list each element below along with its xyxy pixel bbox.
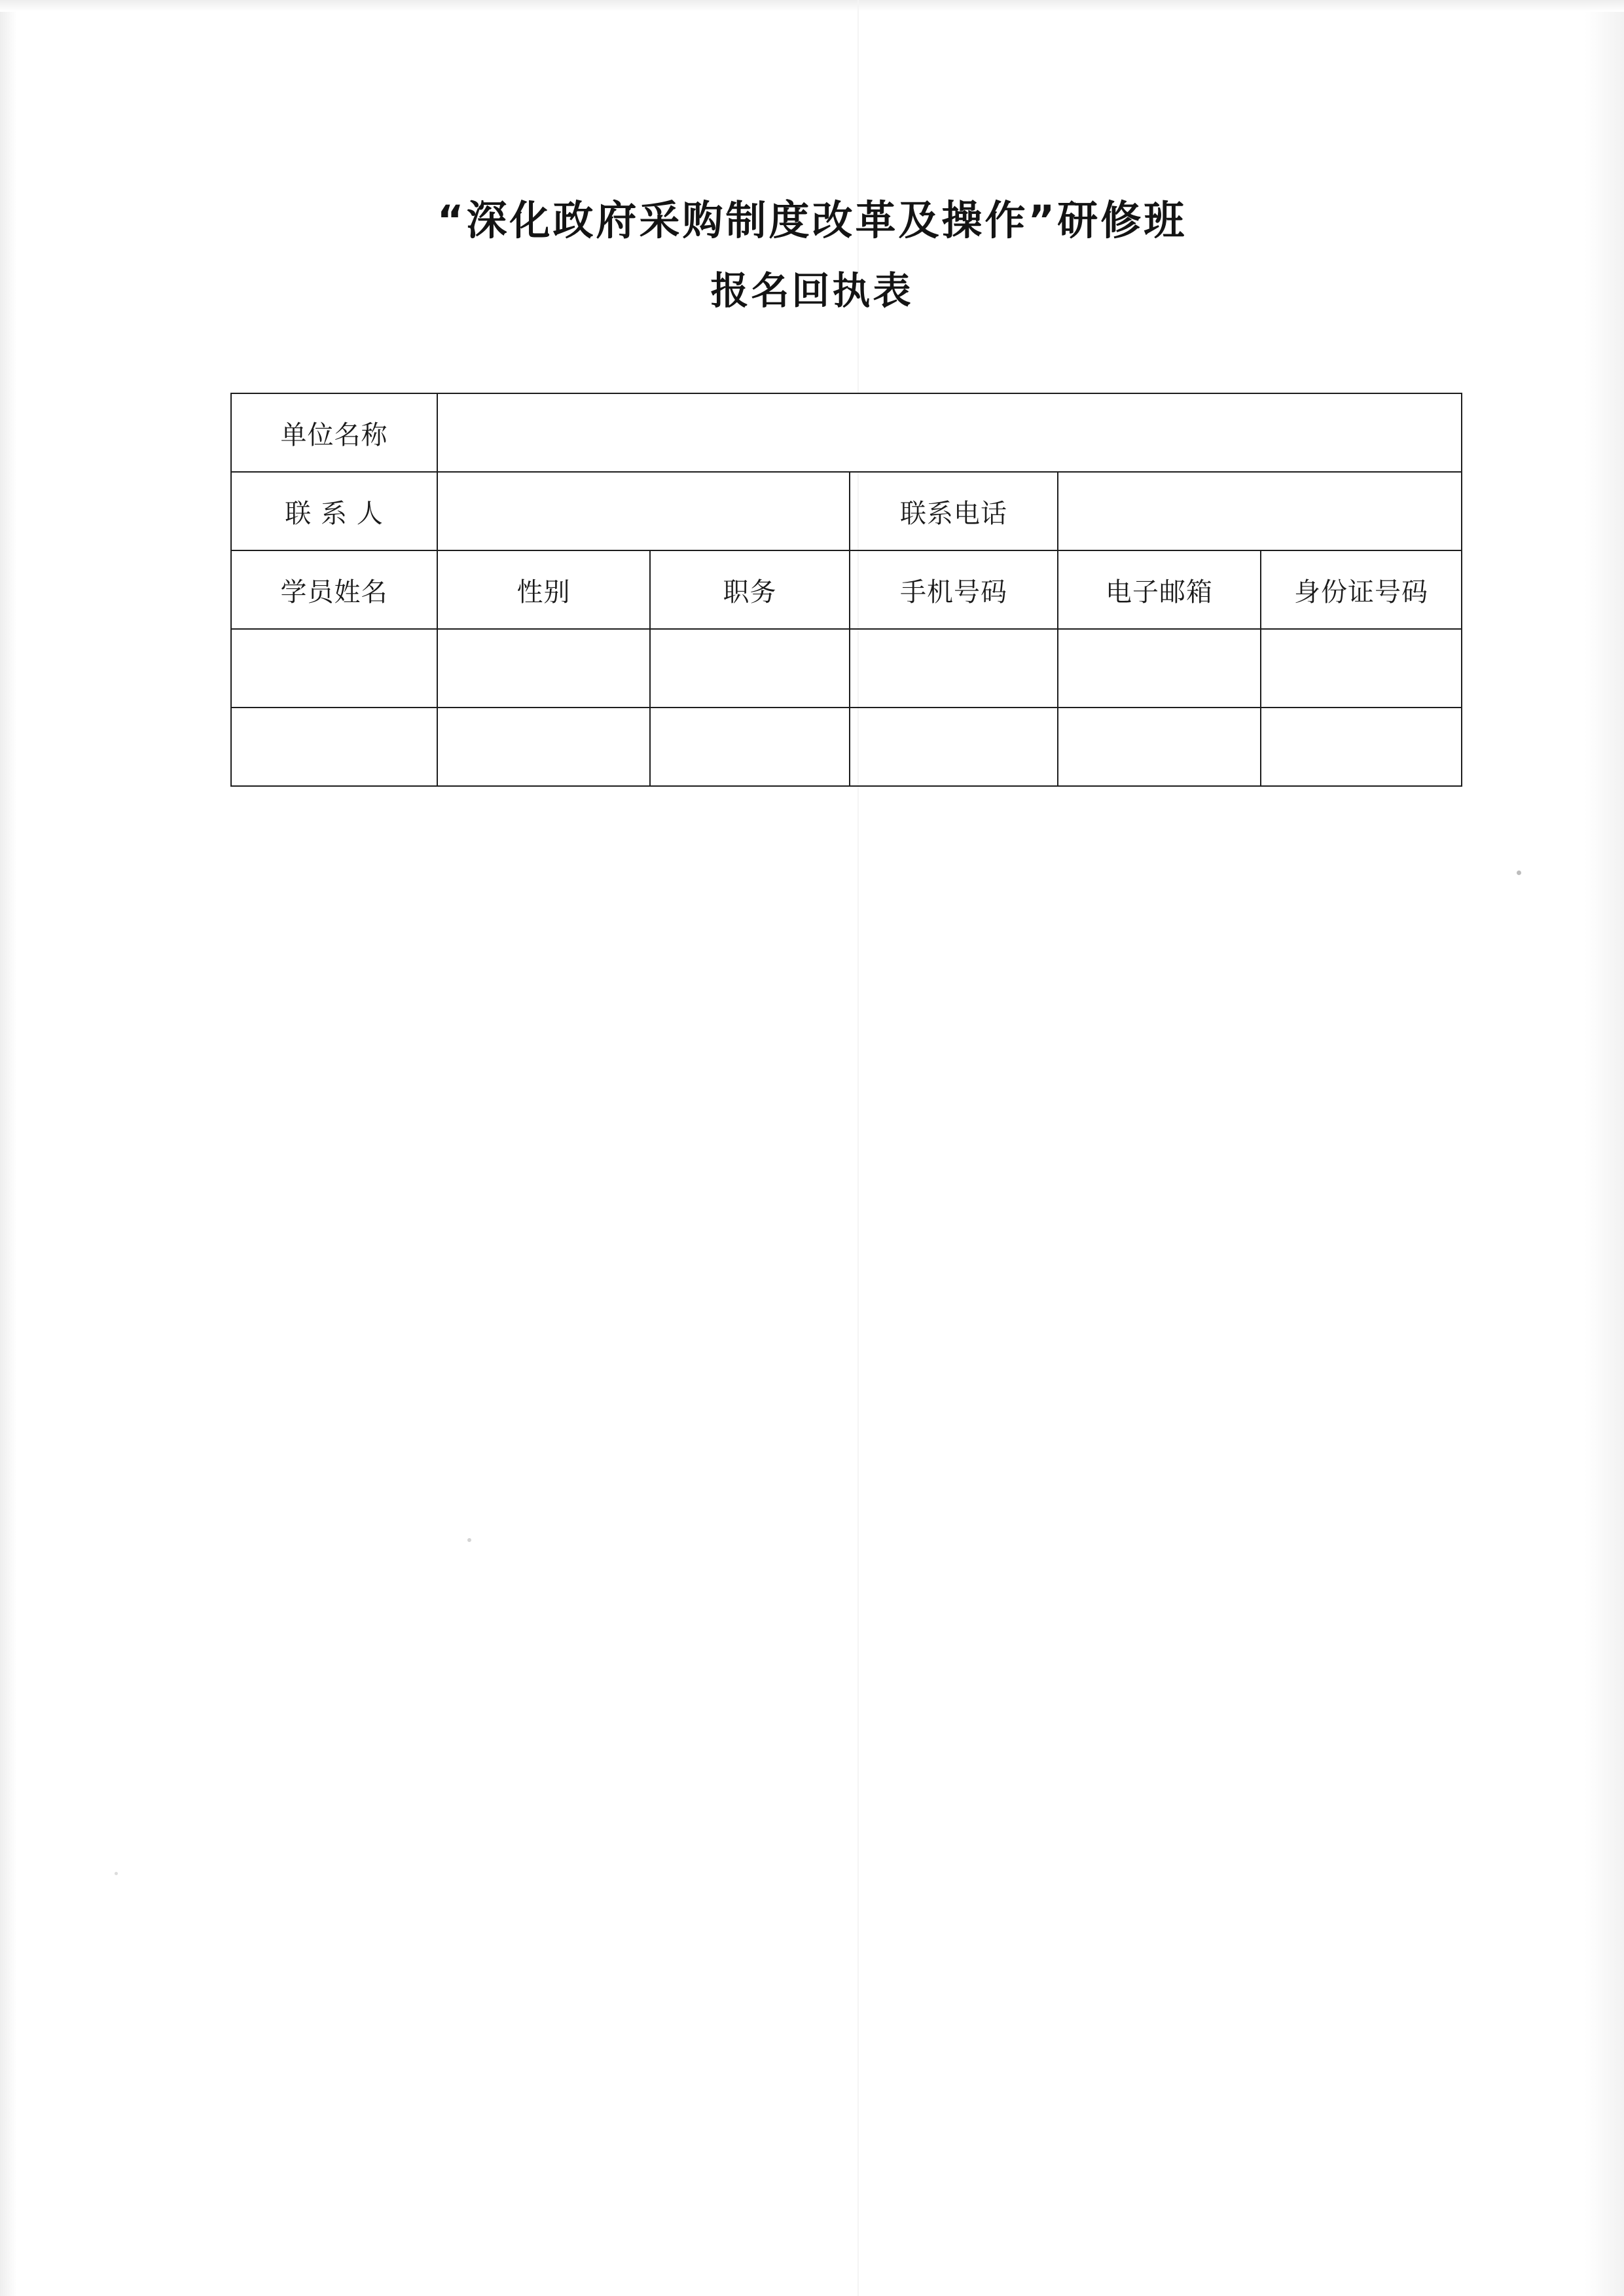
title-line-2: 报名回执表 — [710, 268, 914, 314]
column-header-gender: 性别 — [437, 550, 650, 629]
scan-fold-line — [857, 0, 859, 2296]
label-contact-phone: 联系电话 — [850, 472, 1058, 550]
field-unit-name[interactable] — [437, 393, 1462, 472]
field-contact-person[interactable] — [437, 472, 850, 550]
document-title — [0, 196, 1624, 314]
cell-gender[interactable] — [437, 708, 650, 786]
title-line-1: “深化政府采购制度改革及操作”研修班 — [437, 196, 1187, 244]
table-row-unit-name — [231, 393, 1462, 472]
cell-position[interactable] — [650, 708, 850, 786]
scan-edge-left — [0, 0, 17, 2296]
cell-mobile[interactable] — [850, 708, 1058, 786]
registration-form-table — [230, 393, 1462, 787]
table-row — [231, 629, 1462, 708]
cell-student-name[interactable] — [231, 708, 437, 786]
cell-gender[interactable] — [437, 629, 650, 708]
column-header-position: 职务 — [650, 550, 850, 629]
cell-email[interactable] — [1058, 629, 1261, 708]
table-row — [231, 708, 1462, 786]
table-row-contact — [231, 472, 1462, 550]
label-unit-name: 单位名称 — [231, 393, 437, 472]
field-contact-phone[interactable] — [1058, 472, 1462, 550]
column-header-mobile: 手机号码 — [850, 550, 1058, 629]
cell-student-name[interactable] — [231, 629, 437, 708]
column-header-email: 电子邮箱 — [1058, 550, 1261, 629]
table-header-row — [231, 550, 1462, 629]
cell-id-number[interactable] — [1261, 708, 1462, 786]
label-contact-person: 联 系 人 — [231, 472, 437, 550]
column-header-student-name: 学员姓名 — [231, 550, 437, 629]
cell-position[interactable] — [650, 629, 850, 708]
scan-speck — [1517, 870, 1521, 875]
cell-mobile[interactable] — [850, 629, 1058, 708]
scan-edge-right — [1585, 0, 1624, 2296]
cell-id-number[interactable] — [1261, 629, 1462, 708]
scan-speck — [467, 1538, 471, 1542]
scan-edge-top — [0, 0, 1624, 12]
scan-speck — [115, 1872, 118, 1875]
cell-email[interactable] — [1058, 708, 1261, 786]
column-header-id-number: 身份证号码 — [1261, 550, 1462, 629]
